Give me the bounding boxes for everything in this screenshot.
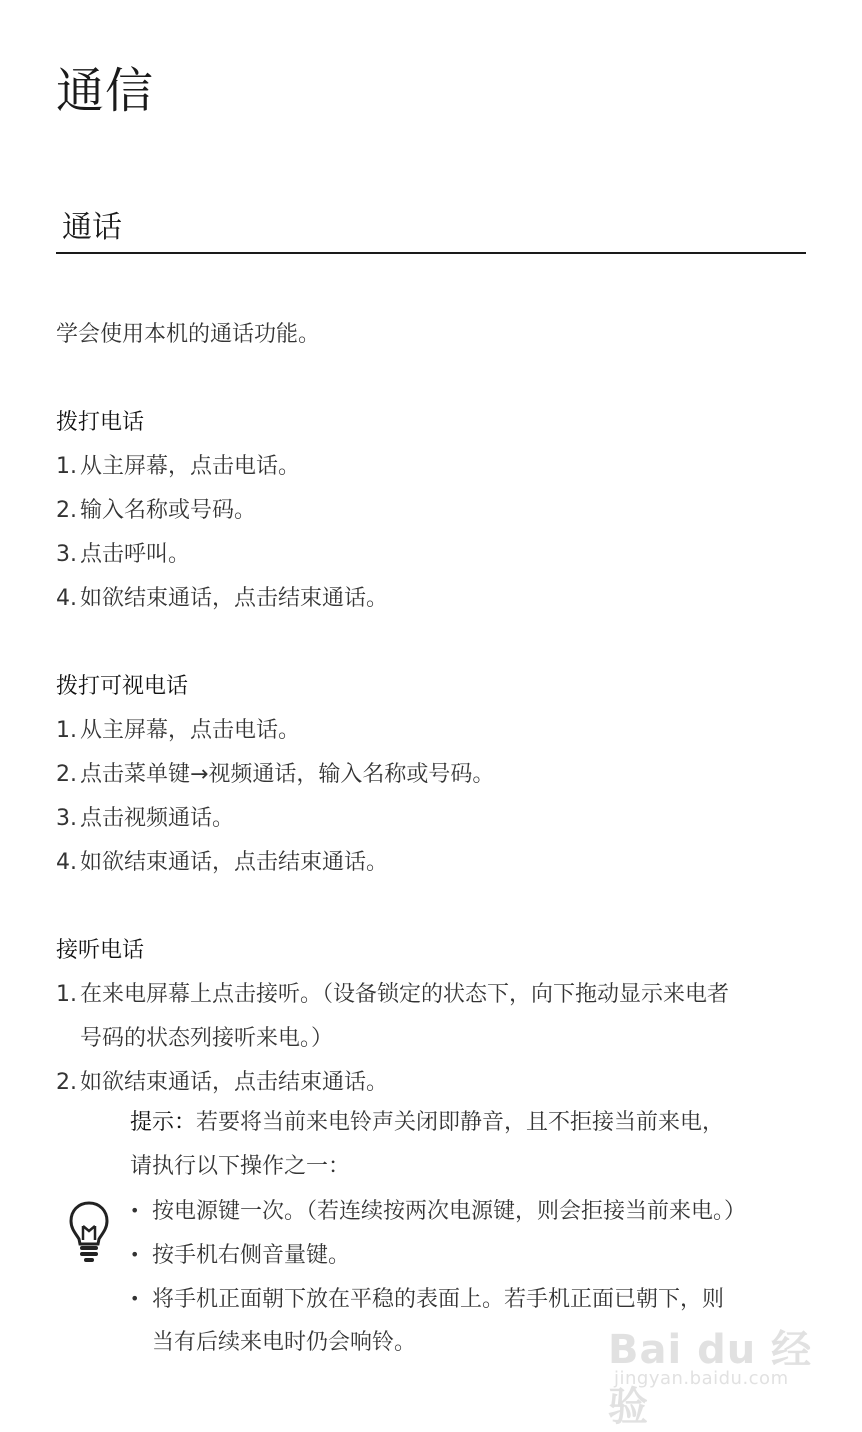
dial-step-2 xyxy=(56,496,256,526)
tip-line-2: 请执行以下操作之一： xyxy=(130,1154,351,1179)
step-number: 4. xyxy=(56,586,77,611)
section-divider xyxy=(56,252,806,254)
step-number: 4. xyxy=(56,850,77,875)
answer-step-2 xyxy=(56,1068,388,1098)
lightbulb-icon xyxy=(68,1200,110,1268)
step-text: 输入名称或号码。 xyxy=(80,498,257,523)
step-number: 1. xyxy=(56,454,77,479)
video-step-3 xyxy=(56,804,234,834)
step-text: 在来电屏幕上点击接听。（设备锁定的状态下，向下拖动显示来电者 xyxy=(80,982,730,1007)
step-number: 3. xyxy=(56,806,77,831)
bullet-dot: • xyxy=(130,1289,140,1308)
step-number: 2. xyxy=(56,498,77,523)
video-step-1 xyxy=(56,716,300,746)
bullet-dot: • xyxy=(130,1245,140,1264)
tip-label: 提示： xyxy=(130,1110,197,1135)
answer-step-1-continued: 号码的状态列接听来电。） xyxy=(80,1026,334,1051)
tip-text: 若要将当前来电铃声关闭即静音，且不拒接当前来电， xyxy=(196,1110,725,1135)
step-text: 点击视频通话。 xyxy=(80,806,235,831)
intro-text: 学会使用本机的通话功能。 xyxy=(56,322,321,347)
answer-heading: 接听电话 xyxy=(56,938,145,963)
bullet-text: 按电源键一次。（若连续按两次电源键，则会拒接当前来电。） xyxy=(152,1199,747,1224)
bullet-text: 将手机正面朝下放在平稳的表面上。若手机正面已朝下，则 xyxy=(152,1287,725,1312)
section-title: 通话 xyxy=(62,210,122,245)
video-step-2 xyxy=(56,760,494,790)
step-text: 从主屏幕，点击电话。 xyxy=(80,718,301,743)
watermark xyxy=(608,1318,818,1430)
tip-bullet-1 xyxy=(130,1196,746,1227)
page-title: 通信 xyxy=(56,63,155,119)
step-text: 如欲结束通话，点击结束通话。 xyxy=(80,850,389,875)
tip-line-1 xyxy=(130,1108,724,1138)
video-step-4 xyxy=(56,848,388,878)
bullet-text: 按手机右侧音量键。 xyxy=(152,1243,351,1268)
video-heading: 拨打可视电话 xyxy=(56,674,189,699)
step-number: 1. xyxy=(56,982,77,1007)
tip-bullet-3-continued: 当有后续来电时仍会响铃。 xyxy=(152,1330,417,1355)
step-number: 2. xyxy=(56,1070,77,1095)
dial-step-3 xyxy=(56,540,190,570)
tip-bullet-2 xyxy=(130,1240,350,1271)
dial-step-1 xyxy=(56,452,300,482)
answer-step-1 xyxy=(56,980,729,1010)
tip-bullet-3 xyxy=(130,1284,724,1315)
step-text: 如欲结束通话，点击结束通话。 xyxy=(80,586,389,611)
watermark-url: jingyan.baidu.com xyxy=(614,1368,789,1389)
dial-heading: 拨打电话 xyxy=(56,410,145,435)
step-text: 点击菜单键→视频通话，输入名称或号码。 xyxy=(80,762,495,787)
step-number: 2. xyxy=(56,762,77,787)
bullet-dot: • xyxy=(130,1201,140,1220)
step-text: 如欲结束通话，点击结束通话。 xyxy=(80,1070,389,1095)
step-text: 从主屏幕，点击电话。 xyxy=(80,454,301,479)
step-text: 点击呼叫。 xyxy=(80,542,191,567)
step-number: 1. xyxy=(56,718,77,743)
watermark-logo: Bai du 经验 xyxy=(608,1327,813,1430)
dial-step-4 xyxy=(56,584,388,614)
step-number: 3. xyxy=(56,542,77,567)
